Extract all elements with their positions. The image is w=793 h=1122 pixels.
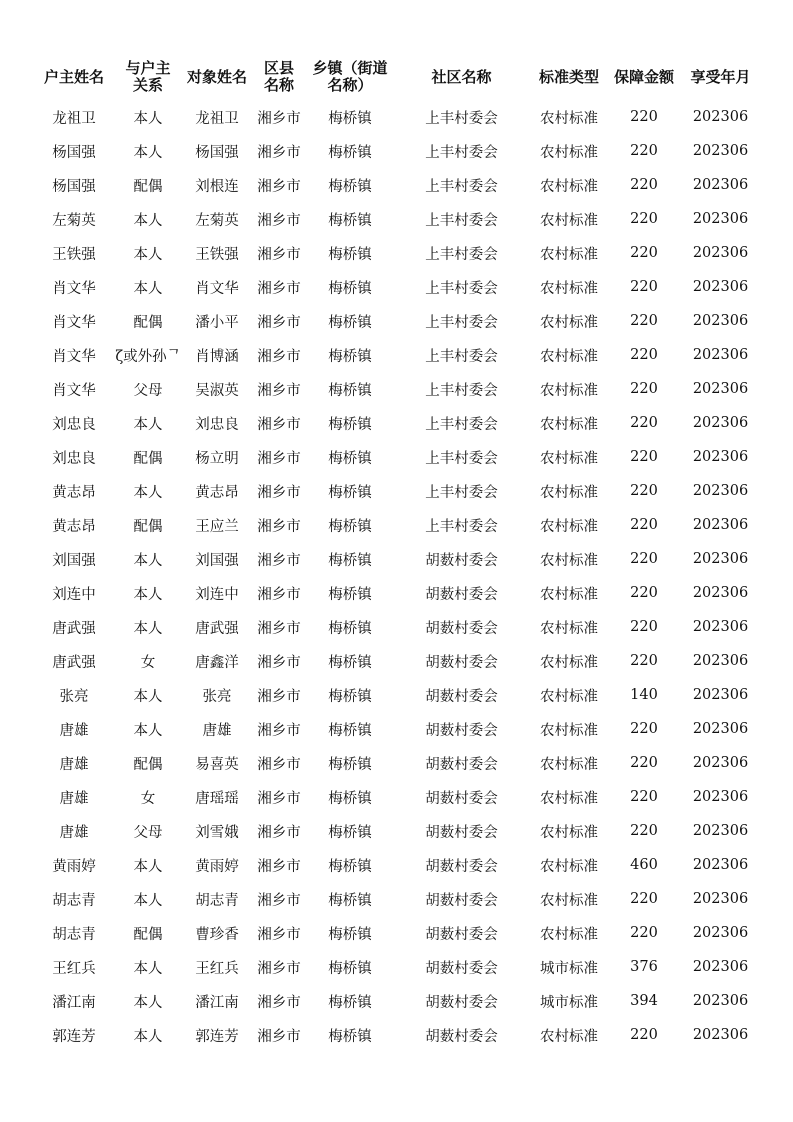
table-row: [34, 202, 762, 236]
cell-amount: 220: [630, 143, 658, 159]
cell-community: 胡薮村委会: [425, 790, 498, 807]
table-row: [34, 678, 762, 712]
cell-relation: 本人: [133, 110, 163, 127]
table-row: [34, 950, 762, 984]
cell-month: 202306: [692, 653, 749, 669]
cell-subject-name: 黄志昂: [195, 484, 239, 501]
cell-month: 202306: [692, 891, 749, 907]
cell-community: 胡薮村委会: [425, 1028, 498, 1045]
table-row: [34, 712, 762, 746]
cell-month: 202306: [692, 687, 749, 703]
cell-town: 梅桥镇: [328, 858, 372, 875]
table-row: [34, 1018, 762, 1052]
cell-town: 梅桥镇: [328, 722, 372, 739]
cell-county: 湘乡市: [257, 586, 301, 603]
cell-community: 胡薮村委会: [425, 552, 498, 569]
cell-subject-name: 龙祖卫: [195, 110, 239, 127]
cell-standard-type: 农村标准: [540, 382, 598, 399]
cell-head-name: 王红兵: [52, 960, 96, 977]
cell-relation: 配偶: [133, 518, 163, 535]
header-amount: 保障金额: [613, 67, 674, 86]
cell-month: 202306: [692, 109, 749, 125]
cell-standard-type: 农村标准: [540, 484, 598, 501]
cell-relation: 配偶: [133, 314, 163, 331]
cell-subject-name: 左菊英: [195, 212, 239, 229]
cell-amount: 460: [630, 857, 658, 873]
table-row: [34, 372, 762, 406]
table-row: [34, 100, 762, 134]
cell-month: 202306: [692, 245, 749, 261]
table-row: [34, 168, 762, 202]
cell-county: 湘乡市: [257, 552, 301, 569]
cell-relation: 本人: [133, 892, 163, 909]
cell-town: 梅桥镇: [328, 348, 372, 365]
cell-standard-type: 农村标准: [540, 858, 598, 875]
cell-amount: 220: [630, 313, 658, 329]
cell-county: 湘乡市: [257, 178, 301, 195]
cell-amount: 220: [630, 1027, 658, 1043]
cell-standard-type: 农村标准: [540, 212, 598, 229]
cell-standard-type: 农村标准: [540, 314, 598, 331]
cell-town: 梅桥镇: [328, 654, 372, 671]
cell-subject-name: 王铁强: [195, 246, 239, 263]
cell-community: 上丰村委会: [425, 144, 498, 161]
cell-head-name: 杨国强: [52, 144, 96, 161]
cell-community: 上丰村委会: [425, 178, 498, 195]
cell-community: 上丰村委会: [425, 280, 498, 297]
cell-relation: ζ或外孙ᄀ: [115, 348, 181, 365]
cell-subject-name: 肖博涵: [195, 348, 239, 365]
cell-amount: 220: [630, 891, 658, 907]
cell-relation: 父母: [133, 382, 163, 399]
cell-relation: 本人: [133, 960, 163, 977]
cell-county: 湘乡市: [257, 1028, 301, 1045]
cell-subject-name: 刘根连: [195, 178, 239, 195]
header-standard-type: 标准类型: [538, 67, 599, 86]
cell-month: 202306: [692, 143, 749, 159]
cell-amount: 220: [630, 279, 658, 295]
cell-head-name: 唐雄: [59, 790, 89, 807]
cell-standard-type: 农村标准: [540, 280, 598, 297]
cell-head-name: 胡志青: [52, 892, 96, 909]
cell-relation: 本人: [133, 144, 163, 161]
cell-relation: 本人: [133, 858, 163, 875]
cell-subject-name: 张亮: [202, 688, 232, 705]
cell-amount: 220: [630, 789, 658, 805]
cell-head-name: 刘忠良: [52, 450, 96, 467]
cell-county: 湘乡市: [257, 416, 301, 433]
cell-standard-type: 农村标准: [540, 790, 598, 807]
cell-subject-name: 唐雄: [202, 722, 232, 739]
cell-standard-type: 农村标准: [540, 178, 598, 195]
cell-subject-name: 刘国强: [195, 552, 239, 569]
cell-amount: 220: [630, 551, 658, 567]
cell-subject-name: 唐瑶瑶: [195, 790, 239, 807]
cell-head-name: 肖文华: [52, 314, 96, 331]
cell-county: 湘乡市: [257, 688, 301, 705]
cell-community: 上丰村委会: [425, 348, 498, 365]
cell-month: 202306: [692, 347, 749, 363]
cell-county: 湘乡市: [257, 722, 301, 739]
cell-relation: 本人: [133, 280, 163, 297]
cell-subject-name: 刘忠良: [195, 416, 239, 433]
table-row: [34, 236, 762, 270]
cell-head-name: 刘连中: [52, 586, 96, 603]
cell-head-name: 杨国强: [52, 178, 96, 195]
cell-community: 上丰村委会: [425, 450, 498, 467]
cell-standard-type: 城市标准: [540, 994, 598, 1011]
header-community: 社区名称: [431, 67, 492, 86]
cell-county: 湘乡市: [257, 518, 301, 535]
cell-town: 梅桥镇: [328, 450, 372, 467]
cell-amount: 220: [630, 415, 658, 431]
cell-month: 202306: [692, 857, 749, 873]
cell-subject-name: 胡志青: [195, 892, 239, 909]
cell-subject-name: 易喜英: [195, 756, 239, 773]
cell-community: 上丰村委会: [425, 110, 498, 127]
cell-county: 湘乡市: [257, 280, 301, 297]
table-row: [34, 576, 762, 610]
cell-community: 胡薮村委会: [425, 858, 498, 875]
cell-county: 湘乡市: [257, 824, 301, 841]
cell-town: 梅桥镇: [328, 824, 372, 841]
cell-county: 湘乡市: [257, 348, 301, 365]
cell-town: 梅桥镇: [328, 416, 372, 433]
cell-amount: 220: [630, 653, 658, 669]
cell-community: 上丰村委会: [425, 484, 498, 501]
cell-county: 湘乡市: [257, 654, 301, 671]
cell-subject-name: 肖文华: [195, 280, 239, 297]
cell-standard-type: 农村标准: [540, 1028, 598, 1045]
cell-standard-type: 农村标准: [540, 620, 598, 637]
cell-town: 梅桥镇: [328, 314, 372, 331]
cell-subject-name: 杨国强: [195, 144, 239, 161]
cell-standard-type: 农村标准: [540, 110, 598, 127]
cell-subject-name: 黄雨婷: [195, 858, 239, 875]
cell-head-name: 左菊英: [52, 212, 96, 229]
cell-standard-type: 农村标准: [540, 144, 598, 161]
cell-town: 梅桥镇: [328, 1028, 372, 1045]
cell-county: 湘乡市: [257, 450, 301, 467]
cell-amount: 220: [630, 721, 658, 737]
cell-amount: 220: [630, 925, 658, 941]
cell-community: 胡薮村委会: [425, 960, 498, 977]
cell-amount: 220: [630, 755, 658, 771]
cell-head-name: 黄志昂: [52, 518, 96, 535]
cell-relation: 女: [140, 790, 156, 807]
cell-month: 202306: [692, 789, 749, 805]
cell-amount: 220: [630, 381, 658, 397]
cell-subject-name: 杨立明: [195, 450, 239, 467]
cell-relation: 配偶: [133, 926, 163, 943]
table-row: [34, 134, 762, 168]
cell-community: 胡薮村委会: [425, 926, 498, 943]
table-row: [34, 984, 762, 1018]
cell-amount: 140: [630, 687, 658, 703]
cell-standard-type: 农村标准: [540, 756, 598, 773]
cell-standard-type: 农村标准: [540, 892, 598, 909]
cell-month: 202306: [692, 449, 749, 465]
table-row: [34, 440, 762, 474]
cell-month: 202306: [692, 415, 749, 431]
cell-head-name: 龙祖卫: [52, 110, 96, 127]
cell-standard-type: 农村标准: [540, 586, 598, 603]
cell-amount: 376: [630, 959, 658, 975]
cell-community: 胡薮村委会: [425, 892, 498, 909]
cell-community: 上丰村委会: [425, 382, 498, 399]
cell-county: 湘乡市: [257, 110, 301, 127]
cell-month: 202306: [692, 517, 749, 533]
cell-town: 梅桥镇: [328, 620, 372, 637]
cell-community: 上丰村委会: [425, 416, 498, 433]
table-row: [34, 882, 762, 916]
cell-subject-name: 唐武强: [195, 620, 239, 637]
cell-standard-type: 农村标准: [540, 824, 598, 841]
table-row: [34, 270, 762, 304]
table-row: [34, 848, 762, 882]
cell-month: 202306: [692, 177, 749, 193]
cell-county: 湘乡市: [257, 756, 301, 773]
cell-month: 202306: [692, 721, 749, 737]
cell-town: 梅桥镇: [328, 246, 372, 263]
cell-town: 梅桥镇: [328, 110, 372, 127]
cell-town: 梅桥镇: [328, 994, 372, 1011]
cell-town: 梅桥镇: [328, 586, 372, 603]
cell-relation: 本人: [133, 722, 163, 739]
cell-county: 湘乡市: [257, 858, 301, 875]
cell-head-name: 郭连芳: [52, 1028, 96, 1045]
cell-relation: 配偶: [133, 178, 163, 195]
table-row: [34, 474, 762, 508]
cell-month: 202306: [692, 755, 749, 771]
cell-town: 梅桥镇: [328, 688, 372, 705]
cell-amount: 220: [630, 211, 658, 227]
cell-county: 湘乡市: [257, 994, 301, 1011]
cell-subject-name: 刘连中: [195, 586, 239, 603]
cell-relation: 本人: [133, 688, 163, 705]
cell-month: 202306: [692, 211, 749, 227]
cell-county: 湘乡市: [257, 212, 301, 229]
cell-standard-type: 农村标准: [540, 246, 598, 263]
cell-month: 202306: [692, 1027, 749, 1043]
cell-community: 上丰村委会: [425, 518, 498, 535]
table-row: [34, 610, 762, 644]
cell-standard-type: 农村标准: [540, 348, 598, 365]
cell-standard-type: 农村标准: [540, 552, 598, 569]
cell-head-name: 肖文华: [52, 280, 96, 297]
cell-head-name: 刘忠良: [52, 416, 96, 433]
cell-head-name: 肖文华: [52, 348, 96, 365]
cell-community: 上丰村委会: [425, 314, 498, 331]
cell-amount: 220: [630, 347, 658, 363]
cell-amount: 220: [630, 585, 658, 601]
cell-amount: 220: [630, 177, 658, 193]
cell-town: 梅桥镇: [328, 178, 372, 195]
cell-relation: 本人: [133, 212, 163, 229]
cell-community: 胡薮村委会: [425, 654, 498, 671]
cell-county: 湘乡市: [257, 382, 301, 399]
cell-head-name: 潘江南: [52, 994, 96, 1011]
cell-town: 梅桥镇: [328, 926, 372, 943]
cell-standard-type: 农村标准: [540, 926, 598, 943]
cell-standard-type: 农村标准: [540, 450, 598, 467]
cell-county: 湘乡市: [257, 620, 301, 637]
cell-month: 202306: [692, 993, 749, 1009]
cell-subject-name: 潘小平: [195, 314, 239, 331]
cell-town: 梅桥镇: [328, 552, 372, 569]
table-row: [34, 746, 762, 780]
table-row: [34, 338, 762, 372]
cell-subject-name: 潘江南: [195, 994, 239, 1011]
cell-community: 上丰村委会: [425, 246, 498, 263]
cell-community: 胡薮村委会: [425, 824, 498, 841]
cell-community: 胡薮村委会: [425, 756, 498, 773]
cell-head-name: 唐雄: [59, 756, 89, 773]
cell-town: 梅桥镇: [328, 790, 372, 807]
cell-county: 湘乡市: [257, 314, 301, 331]
table-row: [34, 644, 762, 678]
cell-standard-type: 农村标准: [540, 416, 598, 433]
cell-town: 梅桥镇: [328, 960, 372, 977]
cell-county: 湘乡市: [257, 790, 301, 807]
cell-head-name: 胡志青: [52, 926, 96, 943]
cell-head-name: 黄雨婷: [52, 858, 96, 875]
cell-relation: 本人: [133, 484, 163, 501]
cell-head-name: 张亮: [59, 688, 89, 705]
cell-relation: 配偶: [133, 756, 163, 773]
cell-relation: 本人: [133, 586, 163, 603]
cell-month: 202306: [692, 381, 749, 397]
cell-month: 202306: [692, 619, 749, 635]
table-row: [34, 508, 762, 542]
cell-town: 梅桥镇: [328, 892, 372, 909]
cell-relation: 女: [140, 654, 156, 671]
cell-town: 梅桥镇: [328, 382, 372, 399]
cell-county: 湘乡市: [257, 144, 301, 161]
cell-county: 湘乡市: [257, 892, 301, 909]
header-town: 乡镇（街道 名称）: [312, 59, 388, 94]
cell-amount: 220: [630, 619, 658, 635]
cell-county: 湘乡市: [257, 484, 301, 501]
cell-subject-name: 郭连芳: [195, 1028, 239, 1045]
cell-head-name: 唐雄: [59, 824, 89, 841]
cell-amount: 220: [630, 245, 658, 261]
cell-month: 202306: [692, 483, 749, 499]
cell-month: 202306: [692, 279, 749, 295]
cell-amount: 220: [630, 483, 658, 499]
header-month: 享受年月: [690, 67, 751, 86]
cell-town: 梅桥镇: [328, 144, 372, 161]
cell-amount: 220: [630, 109, 658, 125]
cell-relation: 本人: [133, 416, 163, 433]
header-relation: 与户主 关系: [125, 59, 171, 94]
cell-head-name: 唐武强: [52, 620, 96, 637]
table-row: [34, 304, 762, 338]
cell-relation: 父母: [133, 824, 163, 841]
cell-town: 梅桥镇: [328, 518, 372, 535]
cell-relation: 本人: [133, 1028, 163, 1045]
cell-head-name: 唐武强: [52, 654, 96, 671]
cell-standard-type: 农村标准: [540, 654, 598, 671]
table-row: [34, 406, 762, 440]
cell-relation: 本人: [133, 620, 163, 637]
cell-town: 梅桥镇: [328, 280, 372, 297]
cell-subject-name: 曹珍香: [195, 926, 239, 943]
cell-head-name: 肖文华: [52, 382, 96, 399]
cell-community: 胡薮村委会: [425, 722, 498, 739]
cell-community: 胡薮村委会: [425, 586, 498, 603]
table-row: [34, 814, 762, 848]
cell-community: 上丰村委会: [425, 212, 498, 229]
cell-relation: 本人: [133, 994, 163, 1011]
cell-head-name: 王铁强: [52, 246, 96, 263]
cell-subject-name: 唐鑫洋: [195, 654, 239, 671]
cell-community: 胡薮村委会: [425, 688, 498, 705]
cell-town: 梅桥镇: [328, 212, 372, 229]
cell-amount: 220: [630, 823, 658, 839]
header-subject-name: 对象姓名: [186, 67, 247, 86]
table-row: [34, 780, 762, 814]
cell-head-name: 刘国强: [52, 552, 96, 569]
cell-standard-type: 农村标准: [540, 518, 598, 535]
cell-head-name: 唐雄: [59, 722, 89, 739]
cell-relation: 本人: [133, 246, 163, 263]
table-row: [34, 916, 762, 950]
cell-county: 湘乡市: [257, 926, 301, 943]
table-row: [34, 542, 762, 576]
cell-standard-type: 农村标准: [540, 722, 598, 739]
cell-community: 胡薮村委会: [425, 620, 498, 637]
cell-subject-name: 王红兵: [195, 960, 239, 977]
cell-month: 202306: [692, 551, 749, 567]
cell-standard-type: 农村标准: [540, 688, 598, 705]
cell-month: 202306: [692, 925, 749, 941]
cell-town: 梅桥镇: [328, 756, 372, 773]
cell-month: 202306: [692, 823, 749, 839]
cell-standard-type: 城市标准: [540, 960, 598, 977]
cell-subject-name: 王应兰: [195, 518, 239, 535]
header-row: [34, 54, 762, 100]
cell-head-name: 黄志昂: [52, 484, 96, 501]
cell-relation: 配偶: [133, 450, 163, 467]
cell-month: 202306: [692, 585, 749, 601]
cell-amount: 394: [630, 993, 658, 1009]
header-head-name: 户主姓名: [43, 67, 104, 86]
cell-month: 202306: [692, 959, 749, 975]
cell-subject-name: 刘雪娥: [195, 824, 239, 841]
cell-county: 湘乡市: [257, 246, 301, 263]
cell-county: 湘乡市: [257, 960, 301, 977]
cell-community: 胡薮村委会: [425, 994, 498, 1011]
subsidy-table: [34, 54, 762, 1052]
header-county: 区县 名称: [263, 59, 294, 94]
cell-amount: 220: [630, 517, 658, 533]
cell-town: 梅桥镇: [328, 484, 372, 501]
cell-relation: 本人: [133, 552, 163, 569]
cell-month: 202306: [692, 313, 749, 329]
cell-subject-name: 吴淑英: [195, 382, 239, 399]
cell-amount: 220: [630, 449, 658, 465]
